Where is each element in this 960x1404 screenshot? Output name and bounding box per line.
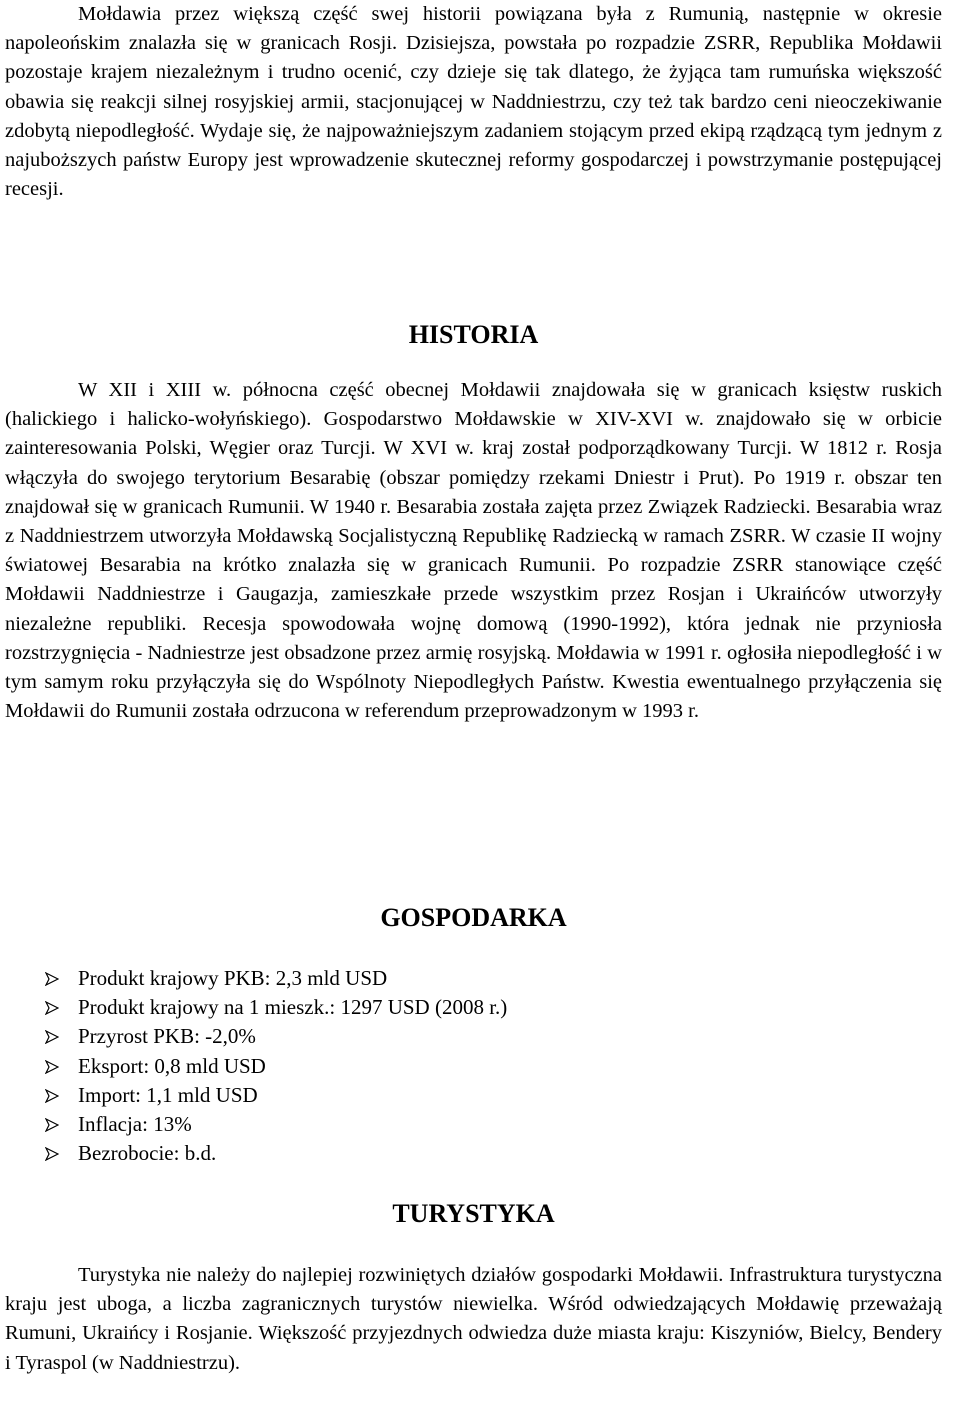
list-item bbox=[5, 1081, 942, 1110]
arrow-right-outline-icon bbox=[45, 1030, 59, 1044]
turystyka-paragraph: Turystyka nie należy do najlepiej rozwiniętych działów gospodarki Mołdawii. Infrastruktura turystyczna kraju jest uboga, a liczba zagranicznych turystów niewielka. Wśród odwiedzających Mołdawię przeważają Rumuni, Ukraińcy i Rosjanie. Większość przyjezdnych odwiedza duże miasta kraju: Kiszyniów, Bielcy, Bendery i Tyraspol (w Naddniestrzu). bbox=[5, 1264, 942, 1374]
arrow-right-outline-icon bbox=[45, 1060, 59, 1074]
intro-paragraph: Mołdawia przez większą część swej historii powiązana była z Rumunią, następnie w okresie napoleońskim znalazła się w granicach Rosji. Dzisiejsza, powstała po rozpadzie ZSRR, Republika Mołdawii pozostaje krajem niezależnym i trudno ocenić, czy dzieje się tak dlatego, że żyjąca tam rumuńska większość obawia się reakcji silnej rosyjskiej armii, stacjonującej w Naddniestrzu, czy też tak bardzo ceni nieoczekiwanie zdobytą niepodległość. Wydaje się, że najpoważniejszym zadaniem stojącym przed ekipą rządzącą tym jednym z najuboższych państw Europy jest wprowadzenie skutecznej reformy gospodarczej i powstrzymanie postępującej recesji. bbox=[5, 3, 942, 201]
list-item bbox=[5, 1022, 942, 1051]
arrow-right-outline-icon bbox=[45, 972, 59, 986]
historia-paragraph: W XII i XIII w. północna część obecnej Mołdawii znajdowała się w granicach księstw ruskich (halickiego i halicko-wołyńskiego). Gospodarstwo Mołdawskie w XIV-XVI w. znajdowało się w orbicie zainteresowania Polski, Węgier oraz Turcji. W XVI w. kraj został podporządkowany Turcji. W 1812 r. Rosja włączyła do swojego terytorium Besarabię (obszar pomiędzy rzekami Dniestr i Prut). Po 1919 r. obszar ten znajdował się w granicach Rumunii. W 1940 r. Besarabia została zajęta przez Związek Radziecki. Besarabia wraz z Naddniestrzem utworzyła Mołdawską Socjalistyczną Republikę Radziecką w ramach ZSRR. W czasie II wojny światowej Besarabia na krótko znalazła się w granicach Rumunii. Po rozpadzie ZSRR stanowiące część Mołdawii Naddniestrze i Gaugazja, zamieszkałe przede wszystkim przez Rosjan i Ukraińców utworzyły niezależne republiki. Recesja spowodowała wojnę domową (1990-1992), która jednak nie przyniosła rozstrzygnięcia - Nadniestrze jest obsadzone przez armię rosyjską. Mołdawia w 1991 r. ogłosiła niepodległość i w tym samym roku przyłączyła się do Wspólnoty Niepodległych Państw. Kwestia ewentualnego przyłączenia się Mołdawii do Rumunii została odrzucona w referendum przeprowadzonym w 1993 r. bbox=[5, 379, 942, 723]
list-item-text: Produkt krajowy na 1 mieszk.: 1297 USD (2008 r.) bbox=[78, 995, 508, 1020]
list-item bbox=[5, 1139, 942, 1168]
list-item-text: Przyrost PKB: -2,0% bbox=[78, 1024, 256, 1049]
list-item bbox=[5, 1052, 942, 1081]
list-item bbox=[5, 964, 942, 993]
historia-heading: HISTORIA bbox=[408, 320, 539, 349]
list-item bbox=[5, 1110, 942, 1139]
arrow-right-outline-icon bbox=[45, 1147, 59, 1161]
gospodarka-heading: GOSPODARKA bbox=[380, 903, 567, 932]
arrow-right-outline-icon bbox=[45, 1089, 59, 1103]
list-item bbox=[5, 993, 942, 1022]
gospodarka-list bbox=[5, 964, 942, 1168]
arrow-right-outline-icon bbox=[45, 1001, 59, 1015]
arrow-right-outline-icon bbox=[45, 1118, 59, 1132]
list-item-text: Import: 1,1 mld USD bbox=[78, 1082, 258, 1107]
list-item-text: Produkt krajowy PKB: 2,3 mld USD bbox=[78, 966, 388, 990]
turystyka-heading: TURYSTYKA bbox=[392, 1199, 555, 1228]
list-item-text: Inflacja: 13% bbox=[78, 1111, 192, 1136]
list-item-text: Eksport: 0,8 mld USD bbox=[78, 1053, 266, 1078]
list-item-text: Bezrobocie: b.d. bbox=[78, 1141, 217, 1166]
